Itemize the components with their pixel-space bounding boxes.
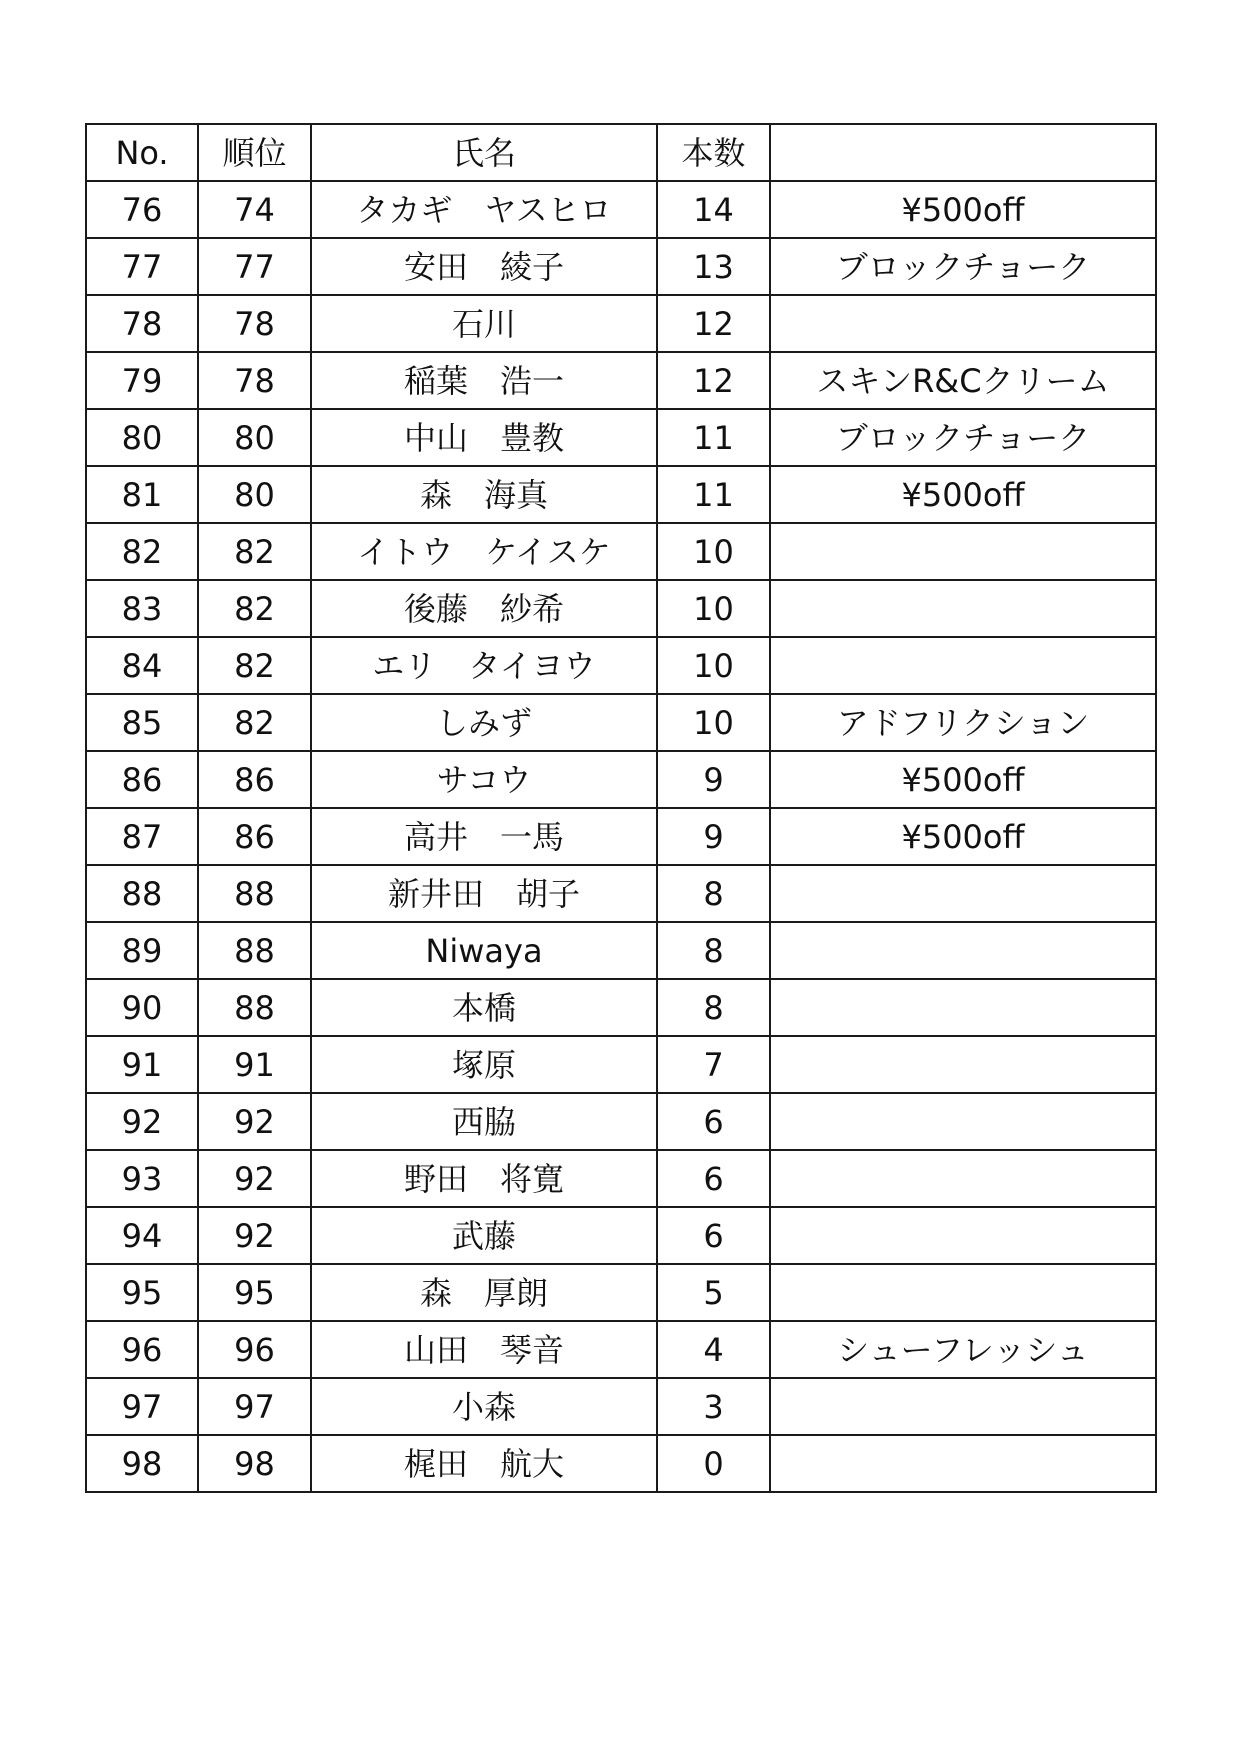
cell-rank: 96 xyxy=(198,1321,311,1378)
cell-count: 4 xyxy=(657,1321,770,1378)
cell-name: 野田 将寛 xyxy=(311,1150,657,1207)
cell-name: 高井 一馬 xyxy=(311,808,657,865)
cell-rank: 77 xyxy=(198,238,311,295)
cell-rank: 97 xyxy=(198,1378,311,1435)
cell-count: 14 xyxy=(657,181,770,238)
cell-no: 90 xyxy=(86,979,198,1036)
cell-rank: 91 xyxy=(198,1036,311,1093)
cell-prize: ¥500off xyxy=(770,808,1156,865)
cell-prize xyxy=(770,295,1156,352)
table-row xyxy=(86,865,1156,922)
cell-prize: アドフリクション xyxy=(770,694,1156,751)
cell-name: 山田 琴音 xyxy=(311,1321,657,1378)
cell-count: 6 xyxy=(657,1207,770,1264)
cell-count: 3 xyxy=(657,1378,770,1435)
cell-no: 79 xyxy=(86,352,198,409)
cell-rank: 74 xyxy=(198,181,311,238)
cell-rank: 82 xyxy=(198,523,311,580)
cell-count: 10 xyxy=(657,694,770,751)
header-row xyxy=(86,124,1156,181)
cell-name: 安田 綾子 xyxy=(311,238,657,295)
cell-rank: 92 xyxy=(198,1093,311,1150)
table-row xyxy=(86,1093,1156,1150)
cell-count: 5 xyxy=(657,1264,770,1321)
ranking-sheet xyxy=(85,123,1157,1493)
cell-name: 後藤 紗希 xyxy=(311,580,657,637)
cell-name: 梶田 航大 xyxy=(311,1435,657,1492)
cell-name: 武藤 xyxy=(311,1207,657,1264)
table-row xyxy=(86,1435,1156,1492)
cell-no: 84 xyxy=(86,637,198,694)
table-row xyxy=(86,580,1156,637)
cell-name: 塚原 xyxy=(311,1036,657,1093)
cell-name: 森 海真 xyxy=(311,466,657,523)
cell-name: しみず xyxy=(311,694,657,751)
cell-no: 97 xyxy=(86,1378,198,1435)
cell-name: 中山 豊教 xyxy=(311,409,657,466)
cell-name: タカギ ヤスヒロ xyxy=(311,181,657,238)
table-row xyxy=(86,1378,1156,1435)
table-row xyxy=(86,694,1156,751)
cell-count: 12 xyxy=(657,295,770,352)
cell-name: 森 厚朗 xyxy=(311,1264,657,1321)
table-row xyxy=(86,1036,1156,1093)
cell-name: 小森 xyxy=(311,1378,657,1435)
cell-count: 10 xyxy=(657,637,770,694)
cell-count: 11 xyxy=(657,466,770,523)
cell-name: 本橋 xyxy=(311,979,657,1036)
cell-count: 10 xyxy=(657,523,770,580)
cell-no: 80 xyxy=(86,409,198,466)
table-row xyxy=(86,238,1156,295)
cell-no: 87 xyxy=(86,808,198,865)
table-row xyxy=(86,808,1156,865)
cell-prize: シューフレッシュ xyxy=(770,1321,1156,1378)
cell-name: イトウ ケイスケ xyxy=(311,523,657,580)
table-row xyxy=(86,181,1156,238)
cell-count: 6 xyxy=(657,1093,770,1150)
cell-prize: ¥500off xyxy=(770,751,1156,808)
cell-no: 82 xyxy=(86,523,198,580)
cell-no: 88 xyxy=(86,865,198,922)
cell-no: 96 xyxy=(86,1321,198,1378)
cell-count: 9 xyxy=(657,808,770,865)
header-prize xyxy=(770,124,1156,181)
ranking-table xyxy=(85,123,1157,1493)
table-row xyxy=(86,922,1156,979)
cell-count: 11 xyxy=(657,409,770,466)
cell-count: 6 xyxy=(657,1150,770,1207)
cell-no: 81 xyxy=(86,466,198,523)
cell-name: 新井田 胡子 xyxy=(311,865,657,922)
cell-prize: ブロックチョーク xyxy=(770,409,1156,466)
cell-rank: 78 xyxy=(198,352,311,409)
cell-rank: 82 xyxy=(198,580,311,637)
table-row xyxy=(86,1207,1156,1264)
cell-prize: スキンR&Cクリーム xyxy=(770,352,1156,409)
cell-count: 0 xyxy=(657,1435,770,1492)
cell-count: 8 xyxy=(657,922,770,979)
cell-name: Niwaya xyxy=(311,922,657,979)
table-row xyxy=(86,1264,1156,1321)
cell-rank: 82 xyxy=(198,694,311,751)
header-count: 本数 xyxy=(657,124,770,181)
table-row xyxy=(86,295,1156,352)
cell-no: 76 xyxy=(86,181,198,238)
table-row xyxy=(86,979,1156,1036)
cell-no: 89 xyxy=(86,922,198,979)
table-row xyxy=(86,1150,1156,1207)
cell-prize xyxy=(770,523,1156,580)
cell-rank: 82 xyxy=(198,637,311,694)
cell-name: 西脇 xyxy=(311,1093,657,1150)
table-body xyxy=(86,181,1156,1492)
cell-count: 8 xyxy=(657,865,770,922)
cell-prize xyxy=(770,1093,1156,1150)
cell-rank: 88 xyxy=(198,979,311,1036)
cell-rank: 92 xyxy=(198,1150,311,1207)
cell-no: 94 xyxy=(86,1207,198,1264)
cell-prize xyxy=(770,865,1156,922)
cell-no: 83 xyxy=(86,580,198,637)
table-row xyxy=(86,466,1156,523)
cell-rank: 88 xyxy=(198,865,311,922)
header-name: 氏名 xyxy=(311,124,657,181)
cell-no: 93 xyxy=(86,1150,198,1207)
cell-rank: 80 xyxy=(198,466,311,523)
cell-no: 92 xyxy=(86,1093,198,1150)
cell-name: 石川 xyxy=(311,295,657,352)
cell-name: エリ タイヨウ xyxy=(311,637,657,694)
table-row xyxy=(86,637,1156,694)
table-row xyxy=(86,751,1156,808)
cell-count: 9 xyxy=(657,751,770,808)
cell-prize xyxy=(770,1036,1156,1093)
header-no: No. xyxy=(86,124,198,181)
cell-count: 12 xyxy=(657,352,770,409)
cell-rank: 78 xyxy=(198,295,311,352)
cell-prize xyxy=(770,580,1156,637)
cell-prize: ¥500off xyxy=(770,466,1156,523)
cell-rank: 95 xyxy=(198,1264,311,1321)
cell-prize xyxy=(770,979,1156,1036)
cell-no: 86 xyxy=(86,751,198,808)
cell-prize xyxy=(770,1264,1156,1321)
cell-no: 77 xyxy=(86,238,198,295)
cell-rank: 80 xyxy=(198,409,311,466)
cell-prize xyxy=(770,1150,1156,1207)
cell-prize: ¥500off xyxy=(770,181,1156,238)
cell-name: サコウ xyxy=(311,751,657,808)
cell-rank: 92 xyxy=(198,1207,311,1264)
cell-count: 10 xyxy=(657,580,770,637)
cell-rank: 98 xyxy=(198,1435,311,1492)
cell-prize xyxy=(770,1435,1156,1492)
cell-prize xyxy=(770,922,1156,979)
table-row xyxy=(86,1321,1156,1378)
cell-no: 85 xyxy=(86,694,198,751)
cell-rank: 86 xyxy=(198,808,311,865)
cell-prize xyxy=(770,637,1156,694)
table-row xyxy=(86,352,1156,409)
cell-count: 7 xyxy=(657,1036,770,1093)
cell-prize xyxy=(770,1378,1156,1435)
cell-rank: 88 xyxy=(198,922,311,979)
cell-no: 98 xyxy=(86,1435,198,1492)
cell-no: 91 xyxy=(86,1036,198,1093)
cell-prize: ブロックチョーク xyxy=(770,238,1156,295)
cell-name: 稲葉 浩一 xyxy=(311,352,657,409)
cell-prize xyxy=(770,1207,1156,1264)
cell-no: 95 xyxy=(86,1264,198,1321)
table-row xyxy=(86,523,1156,580)
header-rank: 順位 xyxy=(198,124,311,181)
cell-no: 78 xyxy=(86,295,198,352)
cell-rank: 86 xyxy=(198,751,311,808)
table-row xyxy=(86,409,1156,466)
cell-count: 13 xyxy=(657,238,770,295)
cell-count: 8 xyxy=(657,979,770,1036)
